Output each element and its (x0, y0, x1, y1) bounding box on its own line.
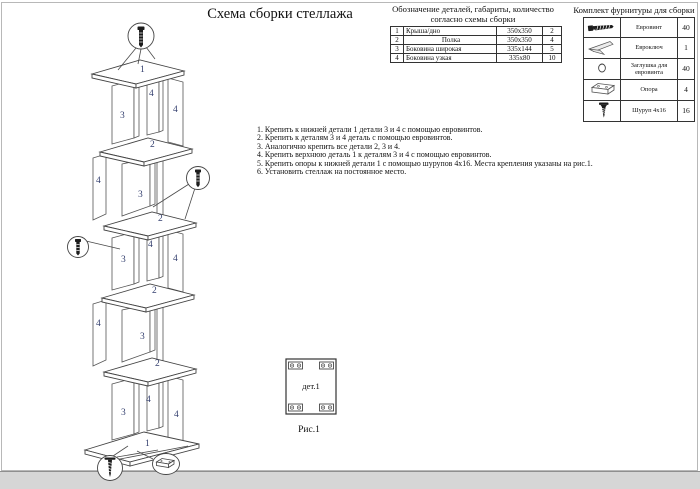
table-cell: 4 (678, 80, 695, 101)
figure-caption: Рис.1 (298, 425, 320, 435)
corner-plate (289, 404, 303, 411)
parts-header-line2: согласно схемы сборки (430, 13, 516, 24)
table-row (391, 27, 562, 36)
table-cell: 16 (678, 101, 695, 122)
table-row (391, 36, 562, 45)
table-cell: 350x350 (497, 36, 543, 45)
table-cell: 2 (543, 27, 562, 36)
corner-plate (320, 362, 334, 369)
part-number-label: 1 (145, 439, 150, 449)
table-cell: 1 (678, 38, 695, 59)
part-number-label: 4 (96, 319, 101, 329)
table-cell: 335x80 (497, 54, 543, 63)
table-cell (584, 38, 621, 59)
table-cell: 4 (391, 54, 404, 63)
table-row (391, 54, 562, 63)
table-cell: Боковина широкая (404, 45, 497, 54)
figure-1-diagram (273, 352, 363, 442)
euro-screw-callout (128, 23, 154, 49)
table-cell: 1 (391, 27, 404, 36)
table-cell: Заглушка для евровинта (621, 59, 678, 80)
part-number-label: 3 (120, 111, 125, 121)
table-row (584, 38, 695, 59)
part-number-label: 2 (150, 140, 155, 150)
part-number-label: 2 (152, 286, 157, 296)
part-number-label: 2 (158, 214, 163, 224)
hardware-table-title: Комплект фурнитуры для сборки (573, 5, 695, 15)
table-row (584, 80, 695, 101)
corner-plate (320, 404, 334, 411)
part-number-label: 4 (148, 240, 153, 250)
table-cell: Евроключ (621, 38, 678, 59)
table-cell: Опора (621, 80, 678, 101)
instruction-line: 6. Установить стеллаж на постоянное место. (257, 167, 407, 177)
part-number-label: 4 (96, 176, 101, 186)
table-cell: 40 (678, 59, 695, 80)
screw-icon (585, 101, 619, 119)
part-number-label: 4 (174, 410, 179, 420)
table-cell (584, 18, 621, 38)
table-cell: Евровинт (621, 18, 678, 38)
cap-icon (585, 59, 619, 77)
table-cell: Боковина узкая (404, 54, 497, 63)
parts-table (390, 26, 562, 63)
part-number-label: 3 (140, 332, 145, 342)
part-number-label: 1 (140, 65, 145, 75)
table-cell: 5 (543, 45, 562, 54)
table-cell: 350x350 (497, 27, 543, 36)
part-number-label: 4 (146, 395, 151, 405)
euro-screw-callout (187, 167, 210, 190)
foot-callout (153, 454, 180, 475)
part-number-label: 4 (173, 254, 178, 264)
assembly-instructions (257, 126, 602, 177)
table-cell: Полка (404, 36, 497, 45)
part-number-label: 2 (155, 359, 160, 369)
part-number-label: 3 (121, 255, 126, 265)
table-cell: 335x144 (497, 45, 543, 54)
instruction-line: 2. Крепить к деталям 3 и 4 деталь с помощью евровинтов. (257, 133, 453, 143)
table-cell: 40 (678, 18, 695, 38)
table-row (584, 101, 695, 122)
screw-callout (98, 456, 123, 481)
table-cell: Шуруп 4x16 (621, 101, 678, 122)
table-cell (584, 101, 621, 122)
page-title: Схема сборки стеллажа (207, 6, 353, 22)
table-cell: Крыша/дно (404, 27, 497, 36)
hardware-table (583, 17, 695, 122)
part-number-label: 3 (138, 190, 143, 200)
table-row (584, 59, 695, 80)
table-cell: 3 (391, 45, 404, 54)
assembly-diagram (48, 16, 248, 481)
parts-header-line1: Обозначение деталей, габариты, количество (392, 4, 554, 14)
hex-key-icon (585, 38, 619, 56)
part-number-label: 4 (149, 89, 154, 99)
table-cell: 10 (543, 54, 562, 63)
table-cell: 2 (391, 36, 404, 45)
table-cell: 4 (543, 36, 562, 45)
parts-table-header (378, 5, 568, 25)
part-number-label: 3 (121, 408, 126, 418)
instruction-line: 4. Крепить верхнюю деталь 1 к деталям 3 и 4 с помощью евровинтов. (257, 150, 492, 160)
table-cell (584, 80, 621, 101)
table-cell (584, 59, 621, 80)
figure-part-label: дет.1 (302, 381, 320, 391)
instruction-line: 5. Крепить опоры к нижней детали 1 с помощью шурупов 4x16. Места крепления указаны на рис.1. (257, 158, 593, 168)
table-row (391, 45, 562, 54)
euro-screw-callout (68, 237, 89, 258)
corner-plate (289, 362, 303, 369)
instruction-line: 1. Крепить к нижней детали 1 детали 3 и 4 с помощью евровинтов. (257, 125, 483, 134)
instruction-line: 3. Аналогично крепить все детали 2, 3 и 4. (257, 141, 401, 151)
euro-screw-icon (585, 18, 619, 35)
table-row (584, 18, 695, 38)
foot-icon (585, 80, 619, 98)
side-panel-group (93, 73, 183, 442)
part-number-label: 4 (173, 105, 178, 115)
